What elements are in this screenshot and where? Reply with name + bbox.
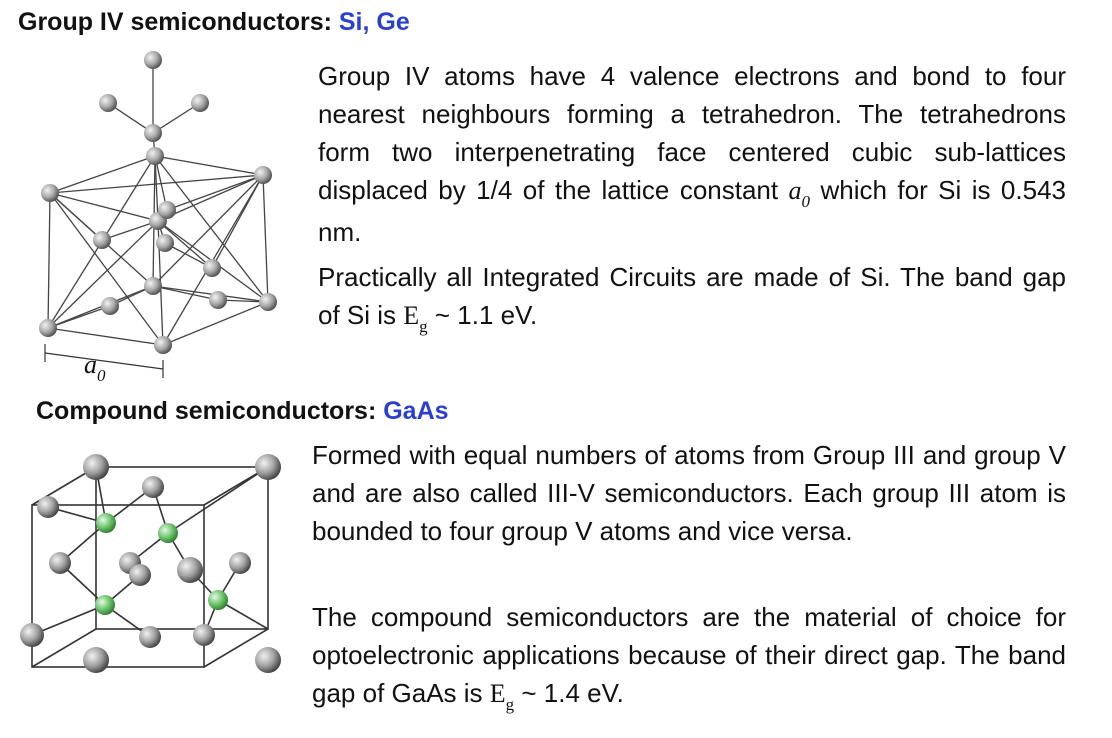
band-gap-gaas-symbol [489,679,515,714]
section1-heading [18,8,410,37]
lattice-constant-subscript: 0 [97,366,106,385]
inline-a-symbol: a [788,176,802,205]
section1-heading-accent: Si, Ge [338,8,410,36]
section2-heading [36,397,449,426]
eg-subscript: g [419,317,428,336]
section1-paragraph2-tail: ~ 1.1 eV. [427,300,538,330]
section2-paragraph1-text: Formed with equal numbers of atoms from Group III and group V and are also called III-V semiconductors. Each group III atom is bounded to four group V atoms and vice versa. [312,440,1066,546]
diamond-lattice-figure [0,38,300,428]
section1-paragraph1-tail: which for Si is 0.543 nm. [318,175,1066,247]
section2-heading-prefix: Compound semiconductors: [36,397,384,425]
lattice-constant-label [84,350,106,385]
section2-paragraph2 [312,598,1066,716]
section2-heading-accent: GaAs [383,397,449,425]
eg-symbol: E [403,301,420,330]
eg-subscript-gaas: g [505,695,515,714]
band-gap-si-symbol [403,301,428,336]
section1-heading-prefix: Group IV semiconductors: [18,8,339,36]
lattice-atoms [39,51,277,354]
section2-paragraph2-tail: ~ 1.4 eV. [514,678,624,708]
section2-paragraph2-text: The compound semiconductors are the material of choice for optoelectronic applications because of their direct gap. The band gap of GaAs is [312,602,1066,708]
lattice-bonds [48,60,268,345]
zincblende-lattice-figure [10,445,300,685]
section1-paragraph1 [318,57,1066,251]
eg-symbol-gaas: E [489,679,506,708]
section2-paragraph1 [312,436,1066,550]
inline-a-subscript: 0 [801,192,811,211]
section1-paragraph2-text: Practically all Integrated Circuits are made of Si. The band gap of Si is [318,262,1066,330]
section1-paragraph2 [318,258,1066,338]
lattice-constant-inline [788,176,811,211]
section1-paragraph1-text: Group IV atoms have 4 valence electrons and bond to four nearest neighbours forming a tetrahedron. The tetrahedrons form two interpenetrating face centered cubic sub-lattices displaced by 1/4 of the lattice constant [318,61,1066,205]
zincblende-atoms [20,454,281,673]
lattice-constant-symbol: a [84,350,97,379]
